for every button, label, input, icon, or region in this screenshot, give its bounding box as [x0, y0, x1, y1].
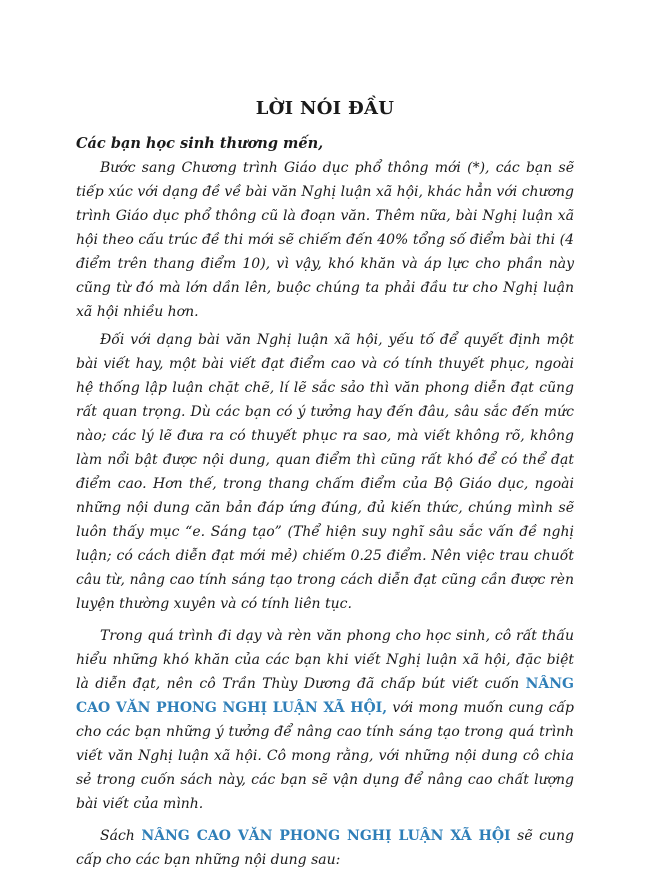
greeting: Các bạn học sinh thương mến,: [76, 135, 324, 152]
paragraph-1: [76, 156, 574, 324]
paragraph-2-text: Đối với dạng bài văn Nghị luận xã hội, yếu tố để quyết định một bài viết hay, một bài viết đạt điểm cao và có tính thuyết phục, ngoài hệ thống lập luận chặt chẽ, lí lẽ sắc sảo thì văn phong diễn đạt cũng rất quan trọng. Dù các bạn có ý tưởng hay đến đâu, sâu sắc đến mức nào; các lý lẽ đưa ra có thuyết phục ra sao, mà viết không rõ, không làm nổi bật được nội dung, quan điểm thì cũng rất khó để có thể đạt điểm cao. Hơn thế, trong thang chấm điểm của Bộ Giáo dục, ngoài những nội dung căn bản đáp ứng đúng, đủ kiến thức, chúng mình sẽ luôn thấy mục “e. Sáng tạo” (Thể hiện suy nghĩ sâu sắc vấn đề nghị luận; có cách diễn đạt mới mẻ) chiếm 0.25 điểm. Nên việc trau chuốt câu từ, nâng cao tính sáng tạo trong cách diễn đạt cũng cần được rèn luyện thường xuyên và có tính liên tục.: [76, 332, 574, 612]
paragraph-3: [76, 624, 574, 816]
paragraph-2: [76, 328, 574, 616]
paragraph-4: [76, 824, 574, 872]
paragraph-3-text-before: Trong quá trình đi dạy và rèn văn phong cho học sinh, cô rất thấu hiểu những khó khăn của các bạn khi viết Nghị luận xã hội, đặc biệt là diễn đạt, nên cô Trần Thùy Dương đã chấp bút viết cuốn: [76, 628, 574, 692]
book-title-highlight: NÂNG CAO VĂN PHONG NGHỊ LUẬN XÃ HỘI,: [76, 676, 574, 716]
page-title: LỜI NÓI ĐẦU: [255, 98, 395, 119]
paragraph-1-text: Bước sang Chương trình Giáo dục phổ thông mới (*), các bạn sẽ tiếp xúc với dạng đề về bài văn Nghị luận xã hội, khác hẳn với chương trình Giáo dục phổ thông cũ là đoạn văn. Thêm nữa, bài Nghị luận xã hội theo cấu trúc đề thi mới sẽ chiếm đến 40% tổng số điểm bài thi (4 điểm trên thang điểm 10), vì vậy, khó khăn và áp lực cho phần này cũng từ đó mà lớn dần lên, buộc chúng ta phải đầu tư cho Nghị luận xã hội nhiều hơn.: [76, 160, 574, 320]
book-title-highlight-2: NÂNG CAO VĂN PHONG NGHỊ LUẬN XÃ HỘI: [141, 828, 511, 844]
paragraph-3-text-after: với mong muốn cung cấp cho các bạn những ý tưởng để nâng cao tính sáng tạo trong quá trình viết văn Nghị luận xã hội. Cô mong rằng, với những nội dung cô chia sẻ trong cuốn sách này, các bạn sẽ vận dụng để nâng cao chất lượng bài viết của mình.: [76, 700, 574, 812]
document-page: [76, 96, 574, 876]
paragraph-4-text-after: sẽ cung cấp cho các bạn những nội dung sau:: [76, 828, 574, 868]
paragraph-4-text-before: Sách: [100, 828, 142, 844]
